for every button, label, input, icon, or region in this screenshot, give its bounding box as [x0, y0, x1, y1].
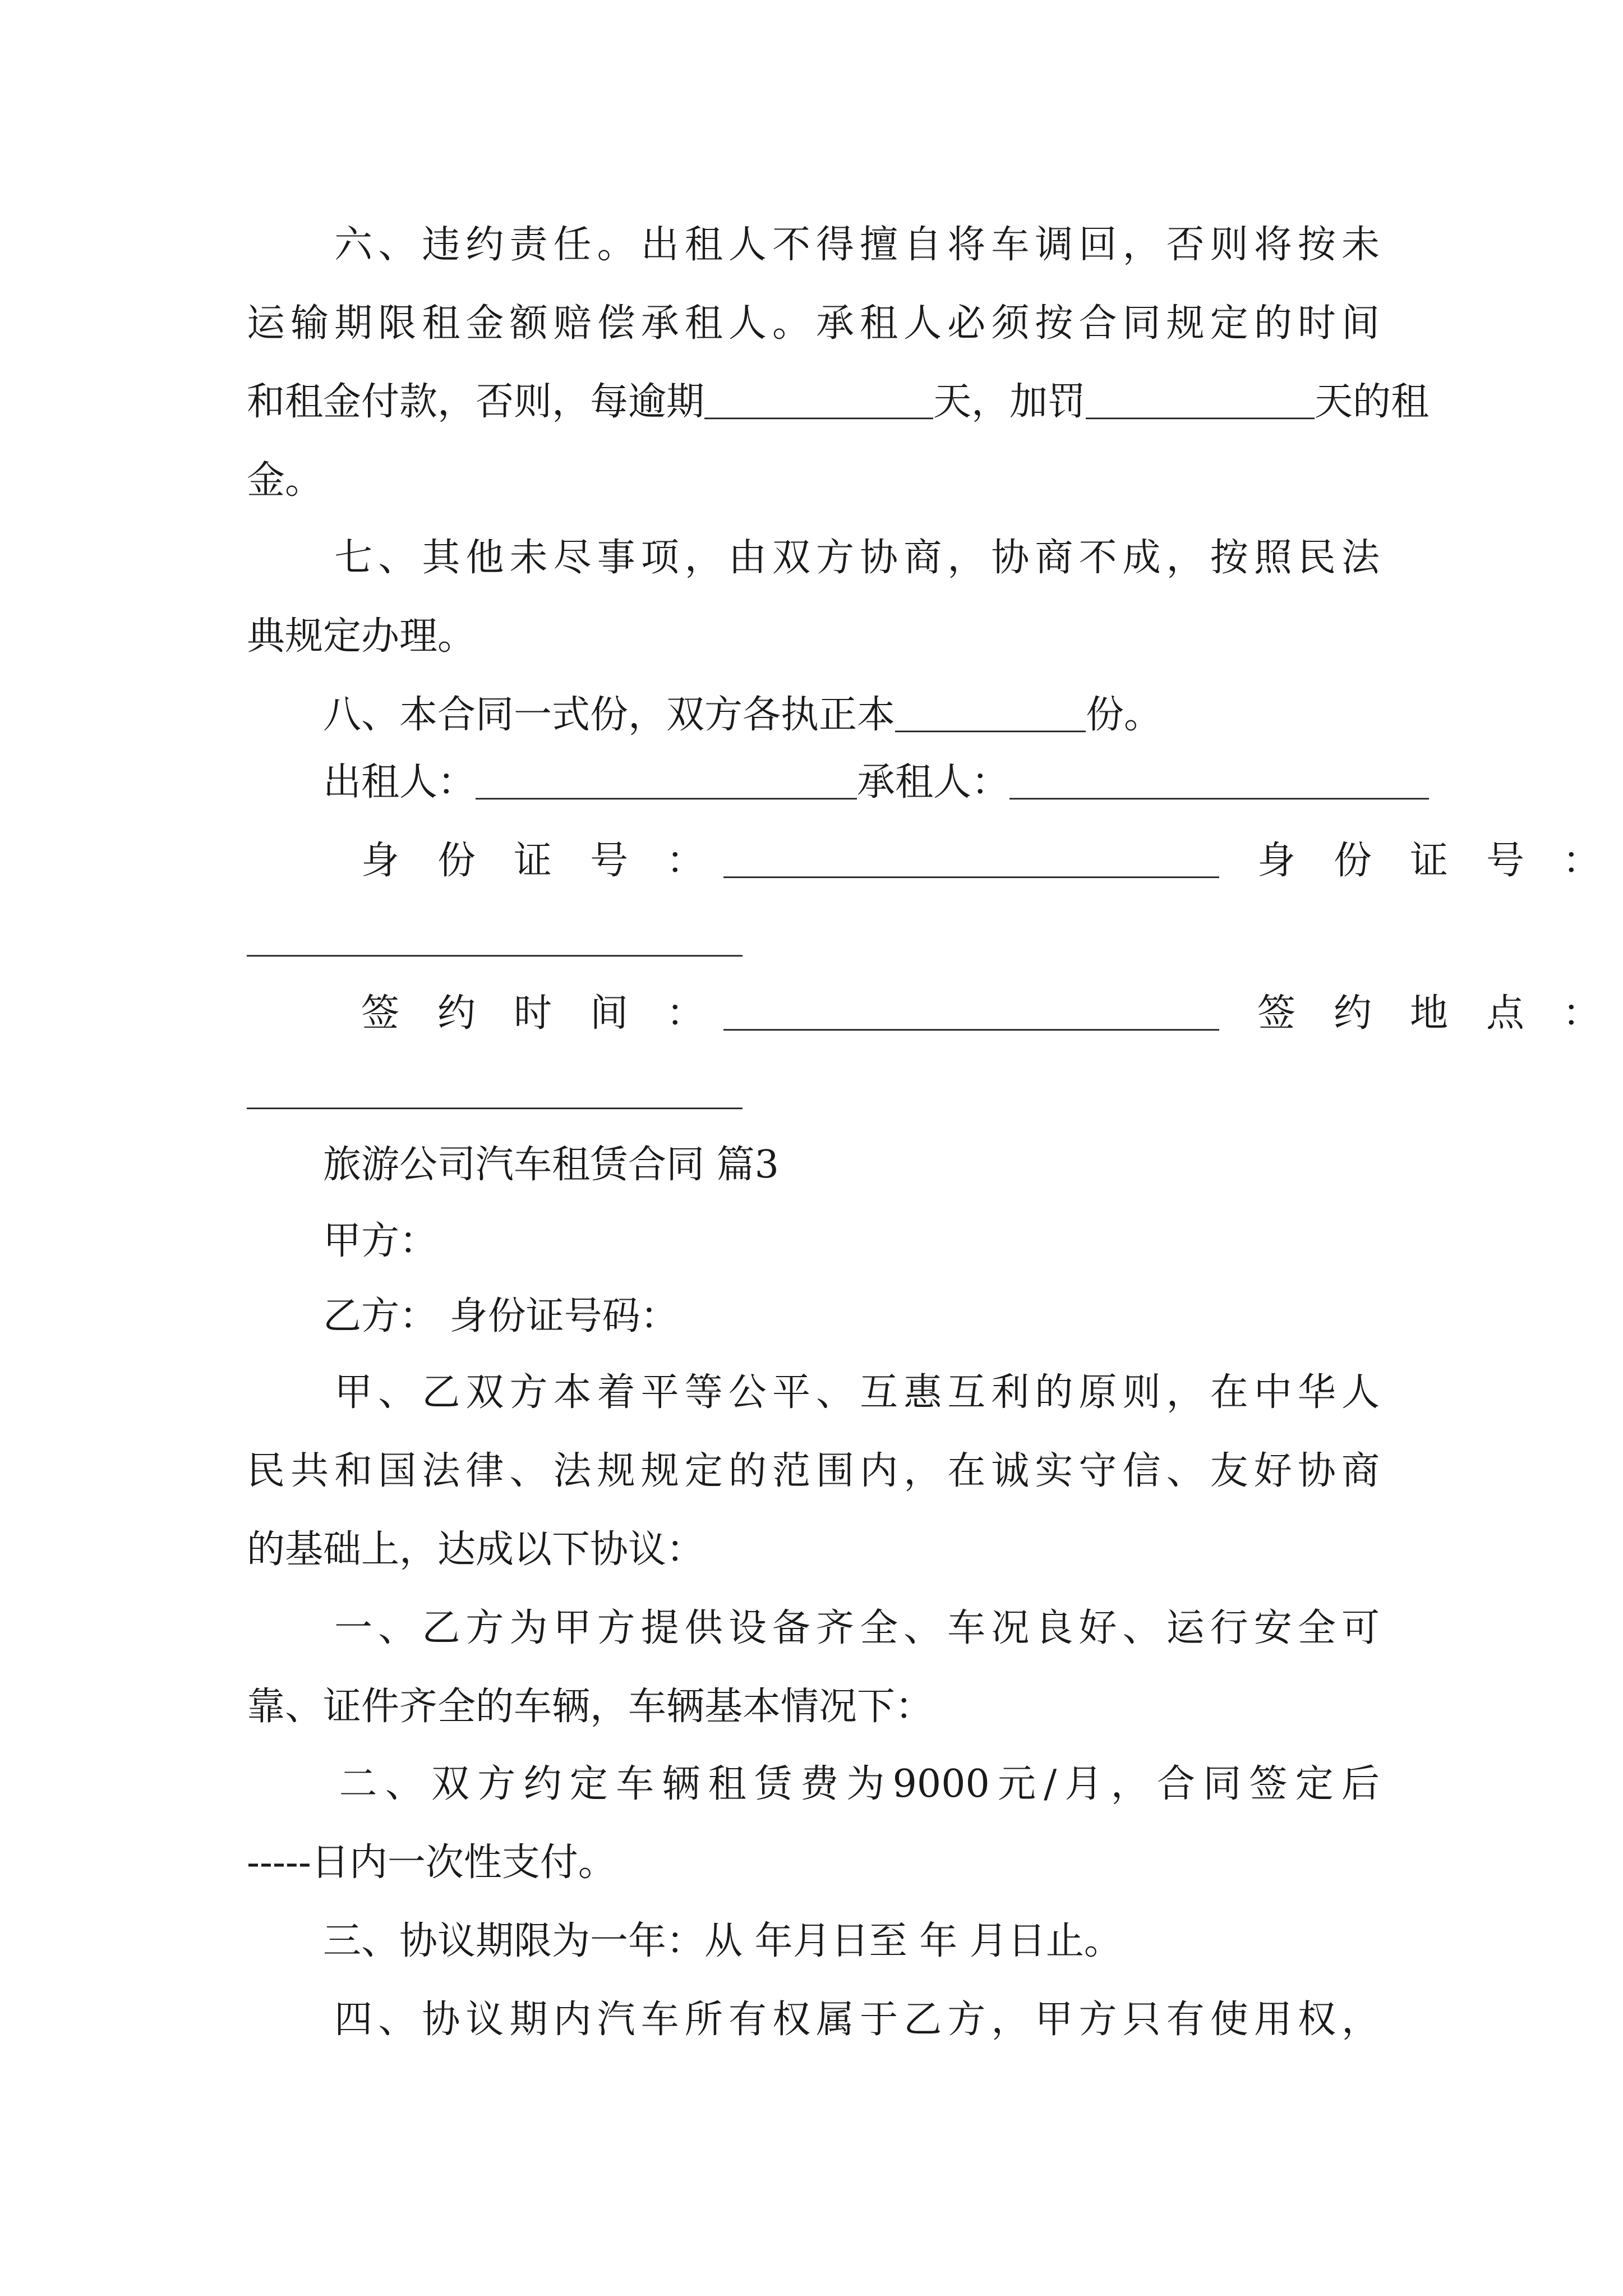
party-b-line: 乙方： 身份证号码：	[247, 1294, 679, 1338]
lessor-lessee-line: 出租人：＿＿＿＿＿＿＿＿＿＿承租人：＿＿＿＿＿＿＿＿＿＿＿	[247, 760, 1430, 804]
sign-time-place-line: 签 约 时 间 ： ＿＿＿＿＿＿＿＿＿＿＿＿＿ 签 约 地 点 ：	[247, 991, 1601, 1036]
paragraph-line: 三、协议期限为一年：从 年月日至 年 月日止。	[247, 1919, 1122, 1963]
paragraph-line: 八、本合同一式份，双方各执正本＿＿＿＿＿份。	[247, 693, 1163, 737]
party-a-line: 甲方：	[247, 1219, 438, 1263]
paragraph-line: 七、其他未尽事项，由双方协商，协商不成，按照民法	[247, 536, 1380, 580]
paragraph-line: 运输期限租金额赔偿承租人。承租人必须按合同规定的时间	[247, 301, 1380, 346]
paragraph-line: 的基础上，达成以下协议：	[247, 1527, 705, 1572]
section-title: 旅游公司汽车租赁合同 篇3	[247, 1143, 779, 1187]
paragraph-line: 典规定办理。	[247, 614, 476, 659]
paragraph-line: 金。	[247, 458, 324, 503]
id-number-line: 身 份 证 号 ： ＿＿＿＿＿＿＿＿＿＿＿＿＿ 身 份 证 号 ：	[247, 839, 1601, 883]
sign-place-blank: ＿＿＿＿＿＿＿＿＿＿＿＿＿	[247, 1070, 743, 1114]
paragraph-line: 甲、乙双方本着平等公平、互惠互利的原则，在中华人	[247, 1370, 1380, 1415]
paragraph-line: 一、乙方为甲方提供设备齐全、车况良好、运行安全可	[247, 1606, 1380, 1650]
paragraph-line: 四、协议期内汽车所有权属于乙方，甲方只有使用权，	[247, 1998, 1380, 2042]
id-number-blank: ＿＿＿＿＿＿＿＿＿＿＿＿＿	[247, 917, 743, 961]
paragraph-line: 靠、证件齐全的车辆，车辆基本情况下：	[247, 1685, 934, 1729]
paragraph-line: 二、双方约定车辆租赁费为9000元/月，合同签定后	[247, 1762, 1380, 1806]
paragraph-line: 民共和国法律、法规规定的范围内，在诚实守信、友好协商	[247, 1449, 1380, 1493]
paragraph-line: 六、违约责任。出租人不得擅自将车调回，否则将按未	[247, 223, 1380, 267]
paragraph-line: -----日内一次性支付。	[247, 1841, 616, 1885]
paragraph-line: 和租金付款，否则，每逾期＿＿＿＿＿＿天，加罚＿＿＿＿＿＿天的租	[247, 380, 1430, 424]
